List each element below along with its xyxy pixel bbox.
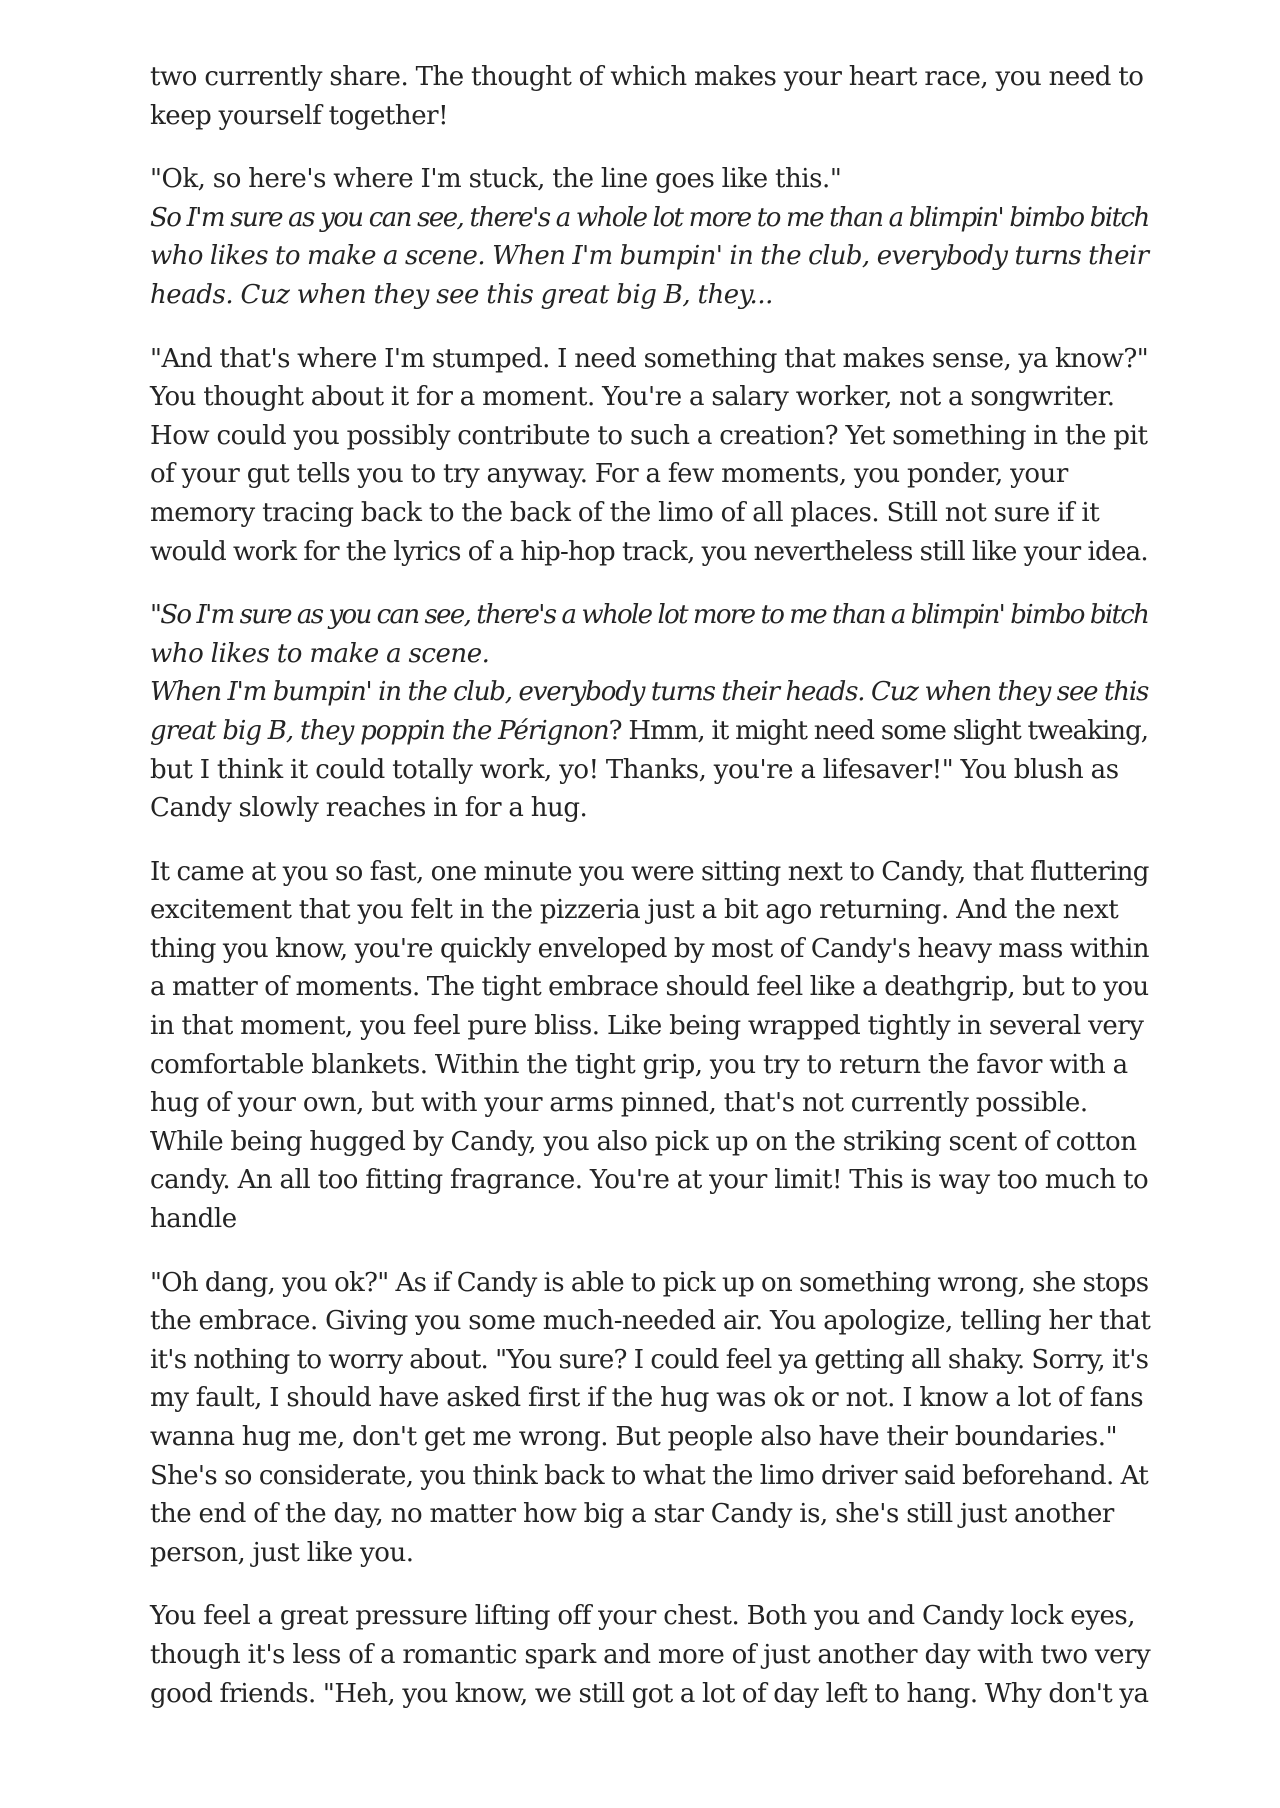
body-text: though it's less of a romantic spark and more of just another day with two very <box>150 1639 1151 1670</box>
text-line <box>150 58 1150 97</box>
text-line <box>150 1675 1150 1714</box>
text-line <box>150 968 1150 1007</box>
body-text: keep yourself together! <box>150 100 449 131</box>
text-line <box>150 1379 1150 1418</box>
text-line <box>150 1418 1150 1457</box>
body-text: ? Hmm, it might need some slight tweaking, <box>608 715 1149 746</box>
body-text: "Ok, so here's where I'm stuck, the line goes like this." <box>150 164 842 195</box>
paragraph <box>150 340 1150 572</box>
text-line <box>150 1161 1150 1200</box>
body-text: excitement that you felt in the pizzeria just a bit ago returning. And the next <box>150 895 1119 926</box>
lyric-text: who likes to make a scene. When I'm bumpin' in the club, everybody turns their <box>150 241 1149 272</box>
lyric-text: So I'm sure as you can see, there's a whole lot more to me than a blimpin' bimbo bitch <box>160 600 1149 631</box>
text-line <box>150 789 1150 828</box>
body-text: the end of the day, no matter how big a star Candy is, she's still just another <box>150 1499 1114 1530</box>
text-line <box>150 378 1150 417</box>
text-line <box>150 1457 1150 1496</box>
paragraph <box>150 160 1150 314</box>
body-text: it's nothing to worry about. "You sure? I could feel ya getting all shaky. Sorry, it's <box>150 1344 1149 1375</box>
text-line <box>150 635 1150 674</box>
body-text: comfortable blankets. Within the tight grip, you try to return the favor with a <box>150 1049 1128 1080</box>
text-line <box>150 1302 1150 1341</box>
body-text: Candy slowly reaches in for a hug. <box>150 793 588 824</box>
text-line <box>150 891 1150 930</box>
body-text: wanna hug me, don't get me wrong. But people also have their boundaries." <box>150 1422 1118 1452</box>
text-line <box>150 712 1150 751</box>
text-line <box>150 276 1150 315</box>
body-text: handle <box>150 1204 237 1235</box>
body-text: two currently share. The thought of which makes your heart race, you need to <box>150 62 1144 92</box>
paragraph <box>150 58 1150 135</box>
body-text: "And that's where I'm stumped. I need something that makes sense, ya know?" <box>150 343 1149 374</box>
body-text: " <box>150 600 161 631</box>
text-line <box>150 237 1150 276</box>
body-text: but I think it could totally work, yo! Thanks, you're a lifesaver!" You blush as <box>150 754 1119 785</box>
text-line <box>150 1200 1150 1239</box>
text-line <box>150 417 1150 456</box>
text-line <box>150 1534 1150 1573</box>
body-text: my fault, I should have asked first if the hug was ok or not. I know a lot of fans <box>150 1383 1144 1414</box>
body-text: a matter of moments. The tight embrace should feel like a deathgrip, but to you <box>150 972 1149 1003</box>
body-text: How could you possibly contribute to such a creation? Yet something in the pit <box>150 420 1148 451</box>
body-text: would work for the lyrics of a hip-hop track, you nevertheless still like your idea. <box>150 536 1148 567</box>
text-line <box>150 1007 1150 1046</box>
text-line <box>150 673 1150 712</box>
text-line <box>150 455 1150 494</box>
body-text: "Oh dang, you ok?" As if Candy is able to pick up on something wrong, she stops <box>150 1267 1149 1298</box>
text-line <box>150 160 1150 199</box>
text-line <box>150 1341 1150 1380</box>
paragraph <box>150 1597 1150 1713</box>
text-line <box>150 1597 1150 1636</box>
text-line <box>150 853 1150 892</box>
body-text: She's so considerate, you think back to what the limo driver said beforehand. At <box>150 1460 1149 1491</box>
body-text: It came at you so fast, one minute you were sitting next to Candy, that fluttering <box>150 856 1149 887</box>
paragraph <box>150 853 1150 1239</box>
paragraph <box>150 596 1150 828</box>
paragraph <box>150 1264 1150 1573</box>
text-line <box>150 1084 1150 1123</box>
lyric-text: heads. Cuz when they see this great big B, they... <box>150 279 773 310</box>
body-text: hug of your own, but with your arms pinned, that's not currently possible. <box>150 1088 1088 1119</box>
text-line <box>150 596 1150 635</box>
text-line <box>150 494 1150 533</box>
body-text: memory tracing back to the back of the limo of all places. Still not sure if it <box>150 497 1100 528</box>
body-text: person, just like you. <box>150 1537 414 1568</box>
text-line <box>150 1495 1150 1534</box>
body-text: in that moment, you feel pure bliss. Like being wrapped tightly in several very <box>150 1011 1144 1042</box>
text-line <box>150 751 1150 790</box>
body-text: the embrace. Giving you some much-needed air. You apologize, telling her that <box>150 1306 1151 1337</box>
body-text: candy. An all too fitting fragrance. You're at your limit! This is way too much to <box>150 1165 1149 1196</box>
text-line <box>150 533 1150 572</box>
story-text <box>150 58 1150 1738</box>
body-text: You feel a great pressure lifting off your chest. Both you and Candy lock eyes, <box>150 1601 1136 1632</box>
lyric-text: great big B, they poppin the Pérignon <box>150 715 609 746</box>
lyric-text: who likes to make a scene. <box>150 638 490 669</box>
text-line <box>150 1046 1150 1085</box>
text-line <box>150 199 1150 238</box>
text-line <box>150 1636 1150 1675</box>
text-line <box>150 930 1150 969</box>
body-text: While being hugged by Candy, you also pick up on the striking scent of cotton <box>150 1126 1137 1157</box>
lyric-text: When I'm bumpin' in the club, everybody turns their heads. Cuz when they see this <box>150 677 1149 708</box>
lyric-text: So I'm sure as you can see, there's a whole lot more to me than a blimpin' bimbo bitch <box>150 202 1149 233</box>
text-line <box>150 1264 1150 1303</box>
body-text: good friends. "Heh, you know, we still got a lot of day left to hang. Why don't ya <box>150 1678 1149 1709</box>
text-line <box>150 1123 1150 1162</box>
body-text: You thought about it for a moment. You're a salary worker, not a songwriter. <box>150 382 1115 413</box>
body-text: of your gut tells you to try anyway. For a few moments, you ponder, your <box>150 459 1068 490</box>
text-line <box>150 97 1150 136</box>
text-line <box>150 340 1150 379</box>
body-text: thing you know, you're quickly enveloped by most of Candy's heavy mass within <box>150 933 1149 964</box>
